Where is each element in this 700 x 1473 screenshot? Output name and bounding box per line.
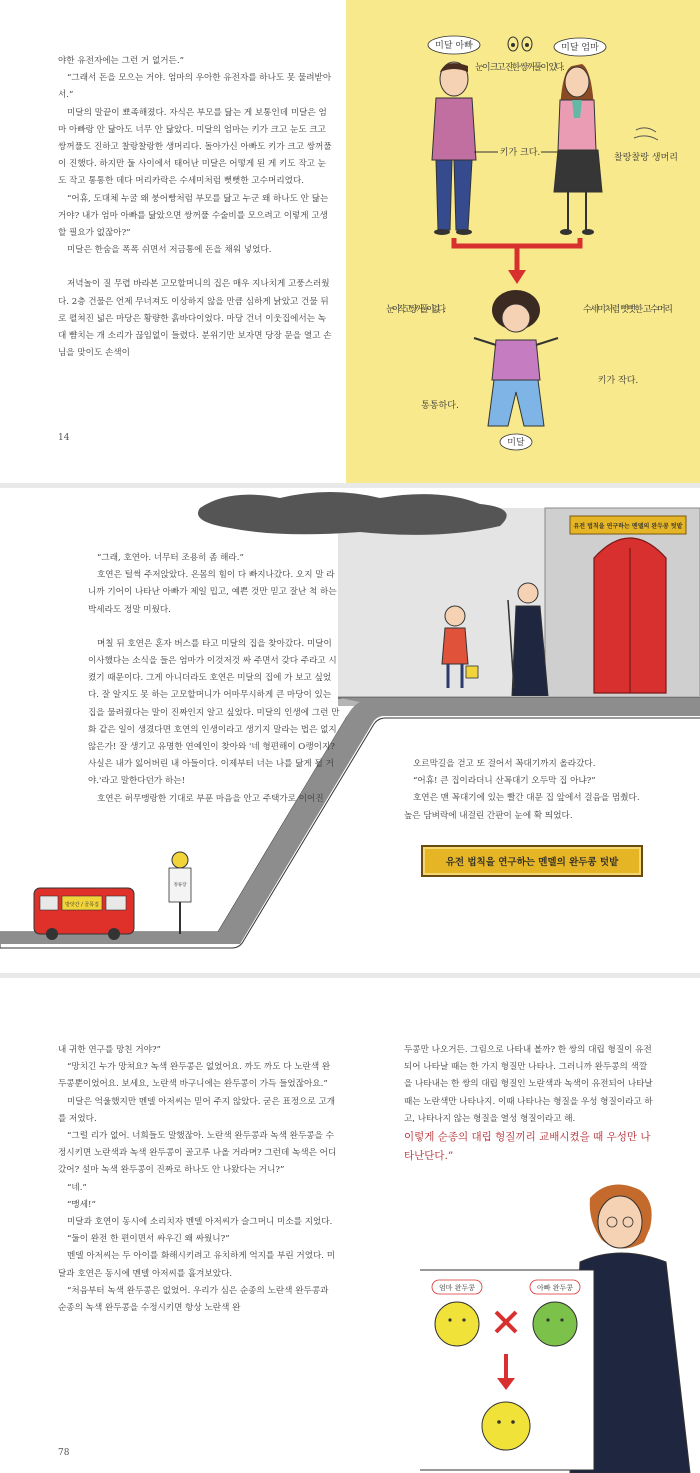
- label-curly: 수세미처럼 뻣뻣한 고수머리: [583, 305, 673, 315]
- paragraph: “그래, 호연아. 너무터 조용히 좀 해라.”: [97, 553, 244, 563]
- paragraph: “맹세!”: [67, 1199, 96, 1210]
- label-dad: 미달 아빠: [435, 41, 473, 51]
- mendel-garden-sign: [421, 845, 643, 877]
- page1-text: [58, 53, 334, 362]
- page2-left-text: [88, 550, 340, 808]
- paragraph: “그럴 리가 없어. 너희들도 말했잖아. 노란색 완두콩과 녹색 완두콩을 수정시키면 노란색과 녹색 완두콩이 골고루 나올 거라며? 그런데 녹색은 어디 갔어? 설마 녹색 완두콩이 진짜로 하나도 안 나왔다는 거니?”: [58, 1131, 337, 1176]
- bus-destination: 방앗간 / 골목집: [65, 902, 99, 908]
- offspring-pea: [482, 1402, 530, 1450]
- paragraph: 저녁놀이 질 무렵 바라본 고모할머니의 집은 매우 지나치게 고풍스러웠다. 2층 건물은 언제 무너져도 이상하지 않을 만큼 심하게 낡았고 건물 뒤로 펼쳐진 넓은 마당은 황량한 흙바다이었다. 마당 건너 이웃집에서는 녹대 뺨치는 개 소리가 끊임없이 들렸다. 분위기만 보자면 당장 문을 열고 손님을 맞이도 손색이: [58, 279, 332, 359]
- label-small-eyes: 눈이 작고 쌍꺼풀이 없다.: [385, 305, 447, 315]
- small-sign-text: 유전 법칙을 연구하는 멘델의 완두콩 텃밭: [573, 523, 683, 530]
- label-eyes: 눈이 크고 진한 쌍꺼풀이 있다.: [475, 63, 565, 73]
- page-14: [0, 0, 700, 483]
- label-hair: 찰랑찰랑 생머리: [614, 153, 678, 163]
- mendel-chart-illustration: [420, 1178, 700, 1473]
- page2-right-text: [404, 756, 642, 825]
- dad-pea-label: 아빠 완두콩: [536, 1284, 574, 1292]
- label-short: 키가 작다.: [597, 376, 639, 386]
- paragraph: “처음부터 녹색 완두콩은 없었어. 우리가 심은 순종의 노란색 완두콩과 순종의 녹색 완두콩을 수정시키면 항상 노란색 완: [58, 1285, 329, 1314]
- page3-left-text: [58, 1042, 338, 1317]
- paragraph: “네.”: [67, 1182, 87, 1193]
- page3-right-text: [404, 1042, 654, 1166]
- paragraph: 호연은 털썩 주저앉았다. 온몸의 힘이 다 빠지나갔다. 오지 말 라니까 기어이 나타난 아빠가 제일 밉고, 예쁜 것만 믿고 잘난 척 하는 박세라도 정말 미웠다.: [88, 570, 337, 615]
- label-chubby: 통통하다.: [421, 401, 459, 411]
- highlight-text: 이렇게 순종의 대립 형질끼리 교배시켰을 때 우성만 나타난단다.”: [404, 1131, 651, 1163]
- green-pea: [533, 1302, 577, 1346]
- paragraph: 호연은 맨 꼭대기에 있는 빨간 대문 집 앞에서 걸음을 멈췄다. 높은 담벼락에 내걸린 간판이 눈에 확 띄었다.: [404, 793, 640, 821]
- sign-text: 유전 법칙을 연구하는 멘델의 완두콩 텃밭: [445, 857, 619, 868]
- label-tall: 키가 크다.: [499, 148, 541, 158]
- bus-stop-text: 정류장: [173, 883, 187, 888]
- page-number: 14: [58, 433, 70, 443]
- red-bus: [34, 888, 134, 940]
- cloud: [198, 492, 507, 535]
- mom-pea-label: 엄마 완두콩: [438, 1284, 476, 1292]
- page-spread-bus: [0, 488, 700, 973]
- page-number: 78: [58, 1448, 70, 1458]
- paragraph: 내 귀한 연구를 망친 거야?”: [58, 1045, 161, 1055]
- family-illustration: [346, 0, 700, 483]
- yellow-pea: [435, 1302, 479, 1346]
- paragraph: 멘델 아저씨는 두 아이를 화해시키려고 유치하게 억지를 부린 거였다. 미달과 호연은 동시에 멘델 아저씨를 흘겨보았다.: [58, 1251, 336, 1279]
- paragraph: “망치긴 누가 망쳐요? 녹색 완두콩은 없었어요. 까도 까도 다 노란색 완두콩뿐이었어요. 보세요, 노란색 바구니에는 완두콩이 가득 들었잖아요.”: [58, 1062, 331, 1090]
- bus-stop-sign: [169, 852, 191, 934]
- paragraph: 며칠 뒤 호연은 혼자 버스를 타고 미달의 집을 찾아갔다. 미달이 이사했다는 소식을 들은 엄마가 이것저것 싸 주면서 갖다 주라고 시켰기 때문이다. 그게 아니더라도 호연은 미달의 집에 가 보고 싶었다. 잘 알지도 못 하는 고모할머니가 어마무시하게 큰 마당이 있는 집을 물려줬다는 말이 진짜인지 알고 싶었다. 미달의 인생에 그런 만화 같은 일이 생겼다면 호연의 인생이라고 생기지 말라는 법은 없지 않은가! 잘 생기고 유명한 연예인이 찾아와 '네 형편해이 O랭이지? 사실은 내가 잃어버린 내 아들이다. 이제부터 너는 나를 닮게 될 거야.'라고 말한다던가 하는!: [88, 638, 340, 787]
- paragraph: 미달은 억울했지만 멘델 아저씨는 믿어 주지 않았다. 굳은 표정으로 고개를 저었다.: [58, 1096, 336, 1124]
- paragraph: 미달과 호연이 동시에 소리치자 멘델 아저씨가 슬그머니 미소를 지었다.: [67, 1217, 333, 1228]
- paragraph: 야한 유전자에는 그런 거 없거든.”: [58, 56, 184, 66]
- label-midal: 미달: [507, 438, 525, 448]
- paragraph: “그래서 돈을 모으는 거야. 엄마의 우아한 유전자를 하나도 못 물려받아서.”: [58, 73, 332, 101]
- paragraph: 미달은 한숨을 폭폭 쉬면서 저금통에 돈을 채워 넣었다.: [67, 245, 272, 256]
- paragraph: 호연은 허무맹랑한 기대로 부푼 마음을 안고 주택가로 이어진: [97, 793, 324, 804]
- paragraph: “어휴, 도대체 누굴 왜 붕어빵처럼 부모를 닮고 누군 왜 하나도 안 닮는 거야? 내가 엄마 아빠를 닮았으면 쌍꺼풀 수술비를 모으려고 이렇게 고생할 필요가 없잖아?”: [58, 193, 329, 239]
- paragraph: 두콩만 나오거든. 그림으로 나타내 볼까? 한 쌍의 대립 형질이 유전되어 나타날 때는 한 가지 형질만 나타나. 그러니까 완두콩의 색깔을 나타내는 한 쌍의 대립 형질인 노란색과 녹색이 유전되어 나타날 때는 노란색만 나타나지. 이때 나타나는 형질을 우성 형질이라고 하고, 나타나지 않는 형질을 열성 형질이라고 해.: [404, 1045, 653, 1124]
- page-78: [0, 978, 700, 1473]
- paragraph: 오르막길을 걷고 또 걸어서 꼭대기까지 올라갔다.: [413, 759, 596, 769]
- paragraph: 미달의 말끝이 뾰족해졌다. 자식은 부모를 닮는 게 보통인데 미달은 엄마 아빠랑 안 닮아도 너무 안 닮았다. 미달의 엄마는 키가 크고 눈도 크고 쌍꺼풀도 진하고 찰랑찰랑한 생머리다. 돌아가신 아빠도 키가 크고 쌍꺼풀이 진했다. 하지만 둘 사이에서 태어난 미달은 어떻게 된 게 키도 작고 눈도 작고 통통한 데다 머리카락은 수세미처럼 뻣뻣한 고수머리였다.: [58, 107, 332, 187]
- label-mom: 미달 엄마: [561, 43, 599, 53]
- paragraph: “어휴! 큰 집이라더니 산꼭대기 오두막 집 아냐?”: [413, 776, 596, 787]
- paragraph: “둘이 완전 한 편이면서 싸우긴 왜 싸웠니?”: [67, 1234, 230, 1245]
